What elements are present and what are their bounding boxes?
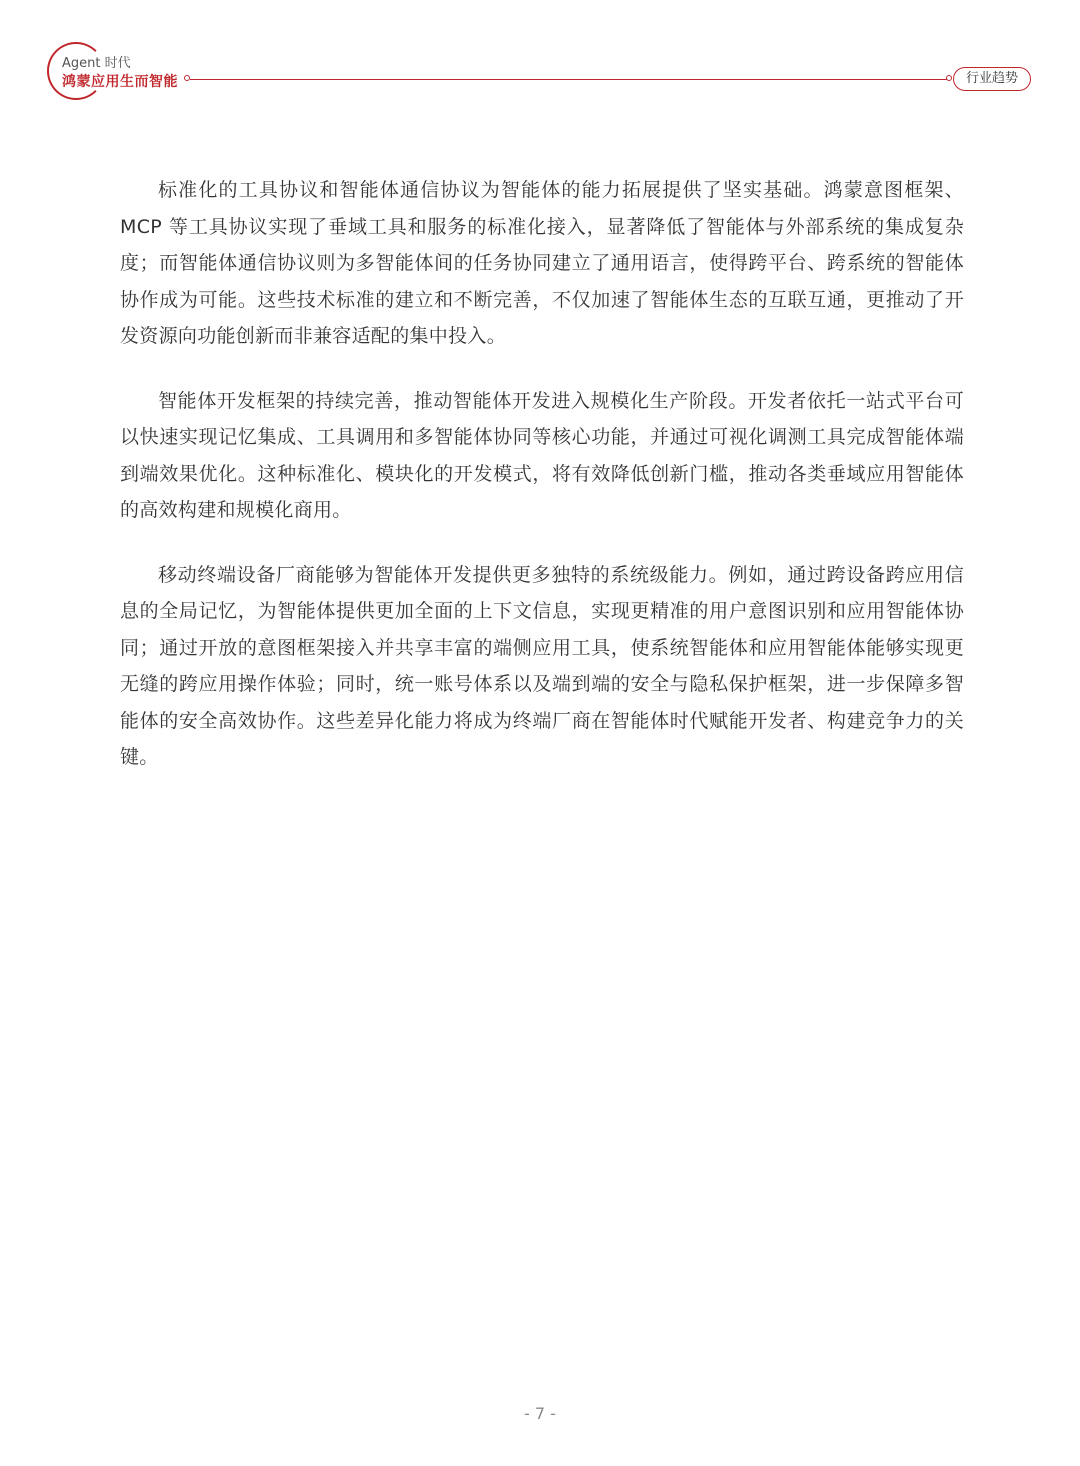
section-tag: 行业趋势 <box>953 67 1031 91</box>
page-header <box>0 0 1080 120</box>
rule-dot-right-icon <box>946 75 952 81</box>
paragraph-1: 标准化的工具协议和智能体通信协议为智能体的能力拓展提供了坚实基础。鸿蒙意图框架、MCP 等工具协议实现了垂域工具和服务的标准化接入，显著降低了智能体与外部系统的集成复杂度；而智能体通信协议则为多智能体间的任务协同建立了通用语言，使得跨平台、跨系统的智能体协作成为可能。这些技术标准的建立和不断完善，不仅加速了智能体生态的互联互通，更推动了开发资源向功能创新而非兼容适配的集中投入。 <box>120 179 964 347</box>
rule-dot-left-icon <box>184 75 190 81</box>
paragraph-3: 移动终端设备厂商能够为智能体开发提供更多独特的系统级能力。例如，通过跨设备跨应用信息的全局记忆，为智能体提供更加全面的上下文信息，实现更精准的用户意图识别和应用智能体协同；通过开放的意图框架接入并共享丰富的端侧应用工具，使系统智能体和应用智能体能够实现更无缝的跨应用操作体验；同时，统一账号体系以及端到端的安全与隐私保护框架，进一步保障多智能体的安全高效协作。这些差异化能力将成为终端厂商在智能体时代赋能开发者、构建竞争力的关键。 <box>120 563 964 768</box>
logo-title: 鸿蒙应用生而智能 <box>62 74 178 90</box>
header-divider <box>190 79 948 80</box>
paragraph-2: 智能体开发框架的持续完善，推动智能体开发进入规模化生产阶段。开发者依托一站式平台可以快速实现记忆集成、工具调用和多智能体协同等核心功能，并通过可视化调测工具完成智能体端到端效果优化。这种标准化、模块化的开发模式，将有效降低创新门槛，推动各类垂域应用智能体的高效构建和规模化商用。 <box>120 389 964 521</box>
body-content <box>120 172 964 804</box>
page-number: - 7 - <box>524 1404 556 1423</box>
logo-subtitle: Agent 时代 <box>62 56 131 71</box>
